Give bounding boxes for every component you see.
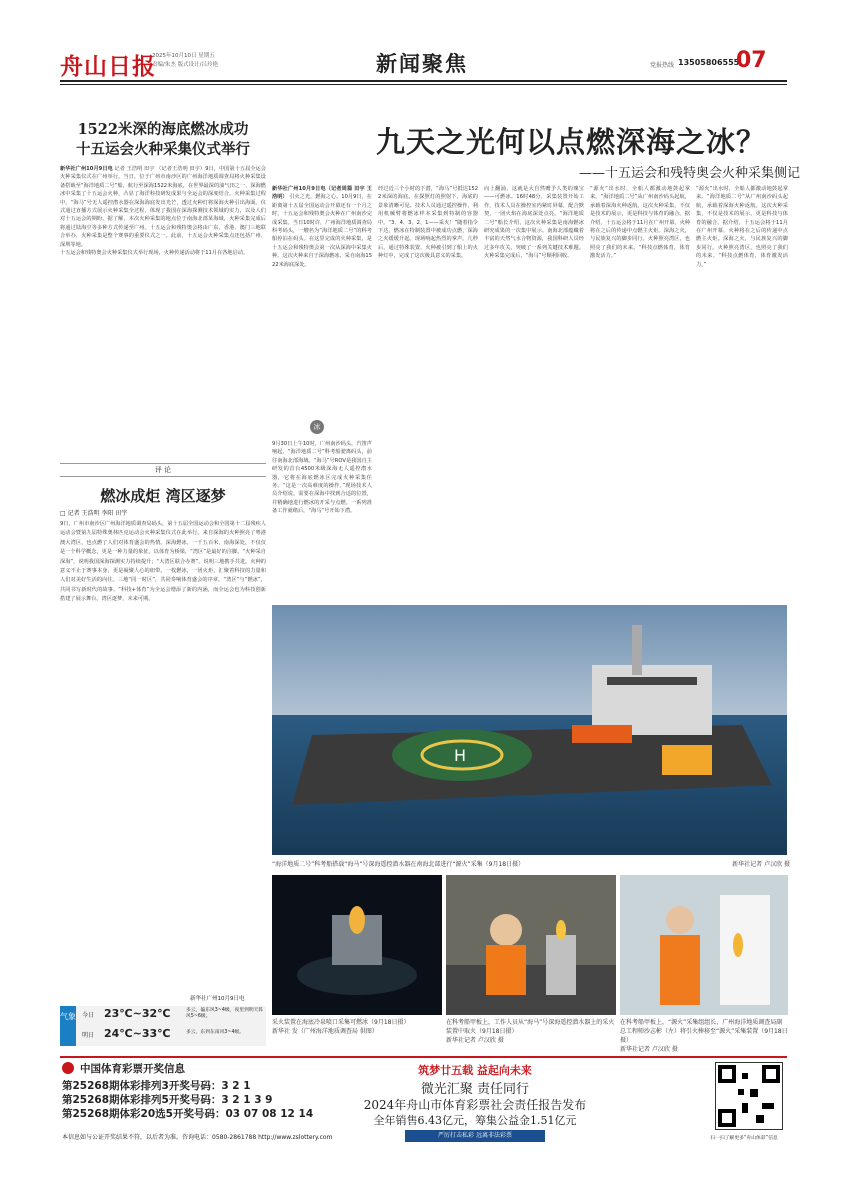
page-number: 07 [736, 48, 767, 73]
newspaper-logo: 舟山日报 [60, 53, 156, 80]
main-title: 九天之光何以点燃深海之冰？ [375, 125, 766, 159]
ad-tags [405, 1130, 545, 1142]
section-marker-ice: 冰 [310, 420, 324, 434]
ad-line-2: 2024年舟山市体育彩票社会责任报告发布 [363, 1098, 587, 1112]
hotline-number: 13505806555 [678, 58, 740, 67]
weather-today-label: 今日 [82, 1012, 95, 1019]
lottery-logo-icon [62, 1062, 74, 1074]
photo-deck-illustration [446, 875, 616, 1015]
photo-deck-credit: 新华社记者 卢汉欣 摄 [446, 1037, 504, 1044]
photo-ignition-illustration [620, 875, 788, 1015]
left-article-source: 新华社广州10月9日电 [60, 166, 113, 172]
ad-tag-2: 远离非法彩票 [475, 1132, 512, 1139]
main-col-4: 向上翻涌，这就是大自然赠予人类的瑰宝——可燃冰。16时48分，采集装置开始工作，技术人员在操控室内紧盯屏幕，配合默契，一团火焰在海底深处点亮。“海洋地质二号”船长介绍，这次火种采集是南海燃冰研究成果的一次集中展示。南海北部蕴藏着丰富的天然气水合物资源，我国科研人员经过多年攻关，突破了一系列关键技术难题。火种采集完成后，“海马”号顺利回收。 [484, 186, 584, 260]
lottery-header: 中国体育彩票开奖信息 [80, 1063, 185, 1075]
qr-code[interactable] [715, 1062, 783, 1130]
weather-label: 气象 [60, 1006, 76, 1046]
photo-seabed-caption [272, 1018, 442, 1036]
issue-date: 2025年10月10日 星期五 [152, 53, 215, 59]
main-col-1-text: 引火之光，燃海之心。10月9日，在距离第十五届全国运动会开幕还有一个月之时，十五运会和残特奥会火种在广州南沙完成采集。当日10时许，广州海洋地质调查局科考码头，一艘名为“海洋地质二号”的科考船停泊在码头。在这里完成的火种采集，是十五运会和残特奥会第一次从深海中采集火种。这次火种来自于深海燃冰，采自南海1522米海底深处。 [272, 194, 372, 268]
left-headline-line1: 1522米深的海底燃冰成功 [77, 121, 249, 138]
hotline-label: 党报热线 [650, 62, 675, 69]
main-col-1 [272, 185, 372, 385]
qr-code-graphic [716, 1063, 782, 1129]
header-rule [60, 80, 787, 82]
qr-label: 扫一扫了解更多“舟山体彩”信息 [710, 1136, 778, 1141]
photo-seabed-credit: 新华社 发（广州海洋地质调查局 供图） [272, 1028, 378, 1035]
left-headline-line2: 十五运会火种采集仪式举行 [76, 141, 250, 158]
editor-line: 责编/朱杰 版式设计/吕玲艳 [152, 62, 218, 68]
header-rule-thin [60, 84, 787, 85]
svg-text:H: H [454, 746, 467, 765]
photo-seabed-illustration [272, 875, 442, 1015]
lottery-footer: 本信息如与公证开奖结果不符，以后者为准。咨询电话：0580-2861788 http://www.zslottery.com [62, 1134, 333, 1141]
photo-seabed [272, 875, 442, 1015]
main-photo-credit: 新华社记者 卢汉欣 摄 [732, 861, 790, 868]
photo-ignition-caption [620, 1018, 788, 1054]
main-photo [272, 605, 787, 855]
ad-line-3: 全年销售6.43亿元，筹集公益金1.51亿元 [373, 1114, 577, 1127]
main-subtitle: ——十五运会和残特奥会火种采集侧记 [578, 166, 800, 181]
photo-ignition [620, 875, 788, 1015]
lottery-line-1: 第25268期体彩排列3开奖号码：3 2 1 [62, 1080, 251, 1092]
photo-ignition-caption-text: 在科考船甲板上，“源火”采集组组长、广州海洋地质调查局副总工程师沙志彬（左）将引火棒移至“源火”采集装置（9月18日摄） [620, 1019, 788, 1044]
ad-slogan: 筑梦廿五载 益起向未来 [418, 1064, 532, 1077]
main-photo-illustration [272, 605, 787, 855]
left-headline [60, 120, 266, 160]
ad-tag-1: 严厉打击私彩 [438, 1132, 475, 1139]
left-article-text: （记者王浩明 田宇）9日，中国第十五届全运会火种采集仪式在广州举行。当日，位于广州市南沙区的广州海洋地质调查局将火种采集设备搭载至“海洋地质二号”船，航行至深海1522米海底，在世界最深的油气田之一，深海燃冰中采集了十五运会火种，凸显了海洋科技研发成果与全运会的深度结合。火种采集过程中，“海马”号无人遥控潜水器在深海海底发出光芒，透过火种灯将深海火种引出海面。仪式通过直播方式展示火种采集全过程，体现了我国在深海探测技术领域的实力，以及人们对十五运会的期盼。据了解，本次火种采集的地点位于南海北部某海域，火种采集完成后将通过陆海空等多种方式传递至广州。十五运会和残特奥会将由广东、香港、澳门三地联合举办，火种采集是整个赛事的重要仪式之一。此前，十五运会火种采集点还包括广州、深圳等地。 [60, 166, 266, 248]
lottery-line-3: 第25268期体彩20选5开奖号码：03 07 08 12 14 [62, 1108, 314, 1120]
main-col-5: “源火”出水时，全船人都激动地鼓起掌来。“海洋地质二号”从广州南沙码头起航，承载着深海火种返航。这次火种采集，不仅是技术的展示，更是科技与体育的融合。据介绍，十五运会将于11月在广州开幕，火种将在之后的传递中点燃主火炬。深海之火，与民族复兴的脚步同行。火种照亮湾区，也照亮了我们的未来。“科技点燃体育，体育激发活力。” [590, 186, 690, 260]
commentary-sign: 新华社广州10月9日电 [190, 996, 245, 1002]
bottom-rule [60, 1056, 787, 1058]
weather-tomorrow-desc: 多云，东到东南风3~4级。 [186, 1030, 245, 1035]
commentary-body: 9日，广州市南沙区广州海洋地质调查局码头，第十五届全国运动会和全国第十二届残疾人运动会暨第九届特殊奥林匹克运动会火种采集仪式在此举行。来自深海的火种照亮了粤港澳大湾区，也点燃了人们对体育盛会的热情。深海燃冰，一千五百米，南海深处，不仅仅是一个科学概念，更是一种力量的象征。以体育为桥梁，“湾区”是最好的注脚。“火种采自深海”，说明我国深海探测实力持续提升；“大湾区联合办赛”，说明三地携手共进。火种的意义不止于赛事本身，更是凝聚人心的纽带。一枚燃冰，一团火炬，汇聚着科技的力量和人们对美好生活的向往。三地“同一时区”，共同奏响体育盛会的序章。“湾区”与“燃冰”，共同书写新时代的故事。“科技+体育”为全运会增添了新的内涵，而全运会也为科技创新搭建了展示舞台。湾区逐梦，未来可期。 [60, 521, 266, 603]
main-col-3: 经过近三个小时的下潜，“海马”号抵达1522米深的海底。在探照灯的照射下，海底的景象清晰可见。技术人员通过遥控操作，利用机械臂将燃冰样本采集到特制的容器中。“3、4、3、2、1——采火！”随着指令下达，燃冰在特制装置中被成功点燃，深海之火缓缓升起。现场响起热烈的掌声。几秒后，通过特殊装置，火种被引到了船上的火种灯中，完成了这次极具意义的采集。 [378, 186, 478, 260]
commentary-bar: 评 论 [60, 463, 266, 477]
photo-ignition-credit: 新华社记者 卢汉欣 摄 [620, 1046, 678, 1053]
main-col-2: 9月30日上午10时，广州南沙码头，汽笛声响起，“海洋地质二号”科考船驶离码头，前往南海北部海域。“海马”号ROV是我国自主研发的首台4500米级深海无人遥控潜水器，它将在海底燃冰区完成火种采集任务。“这是一次高难度的操作。”现场技术人员介绍说，需要在深海中找到合适的位置，并精确地进行燃冰的开采与点燃。一系列准备工作就绪后，“海马”号开始下潜。 [272, 441, 372, 515]
main-byline: 新华社广州10月9日电（记者周篇 田宇 王浩明） [272, 186, 372, 201]
left-article-byline: 记者 王浩明 田宇 [114, 166, 155, 172]
ad-line-1: 微光汇聚 责任同行 [420, 1082, 530, 1097]
section-title: 新闻聚焦 [376, 51, 468, 76]
weather-today-desc: 多云，偏东风3~4级，夜里到明天阵风5~6级。 [186, 1008, 264, 1019]
left-article-closing: 十五运会和残特奥会火种采集仪式举行现场，火种传递活动将于11月在各地启动。 [60, 250, 249, 257]
main-photo-caption: “海洋地质二号”科考船搭载“海马”号深海遥控潜水器在南海北部进行“源火”采集（9月18日摄） [272, 861, 525, 868]
photo-deck [446, 875, 616, 1015]
photo-seabed-caption-text: 采火装置在海底冷泉喷口采集可燃冰（9月18日摄） [272, 1019, 410, 1026]
main-col-6: “源火”出水时，全船人都激动地鼓起掌来。“海洋地质二号”从广州南沙码头起航，承载着深海火种返航。这次火种采集，不仅是技术的展示，更是科技与体育的融合。据介绍，十五运会将于11月在广州开幕，火种将在之后的传递中点燃主火炬。深海之火，与民族复兴的脚步同行。火种照亮湾区，也照亮了我们的未来。“科技点燃体育，体育激发活力。” [696, 186, 788, 268]
photo-deck-caption-text: 在科考船甲板上，工作人员从“海马”号深海遥控潜水器上的采火装置中取火（9月18日摄） [446, 1019, 615, 1035]
photo-deck-caption [446, 1018, 616, 1045]
weather-tomorrow-temp: 24℃~33℃ [104, 1027, 171, 1040]
lottery-line-2: 第25268期体彩排列5开奖号码：3 2 1 3 9 [62, 1094, 273, 1106]
left-article-body [60, 165, 266, 455]
weather-tomorrow-label: 明日 [82, 1032, 95, 1039]
commentary-byline: □ 记者 王浩明 李阳 田宇 [60, 510, 128, 517]
weather-today-temp: 23℃~32℃ [104, 1007, 171, 1020]
commentary-title: 燃冰成炬 湾区逐梦 [100, 487, 226, 505]
